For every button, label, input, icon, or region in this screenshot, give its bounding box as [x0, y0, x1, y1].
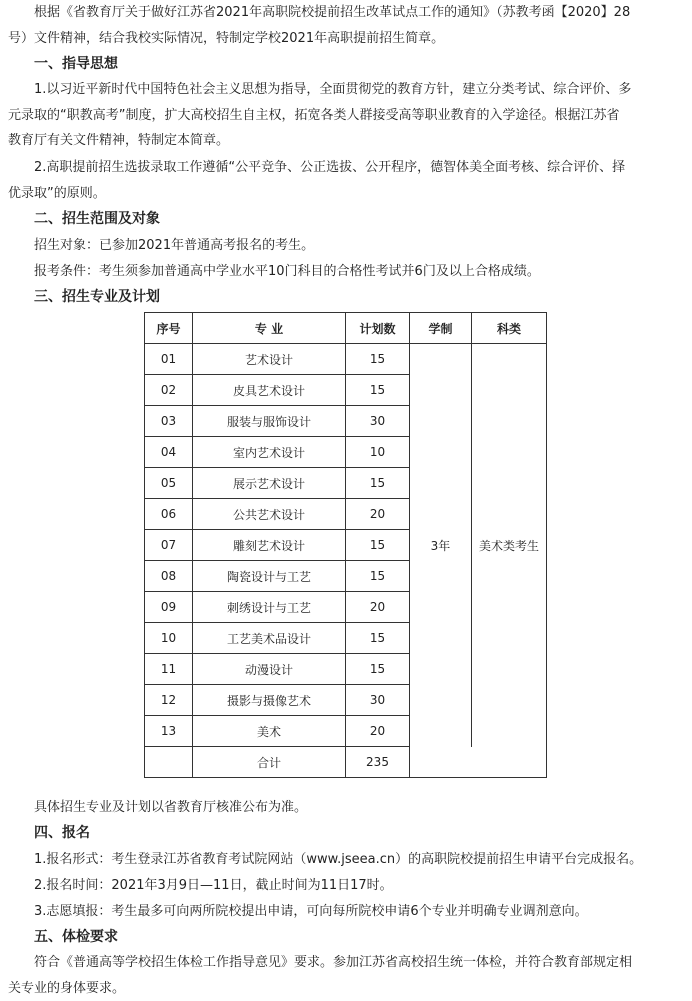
intro-line-2: 号）文件精神，结合我校实际情况，特制定学校2021年高职提前招生简章。	[8, 26, 684, 52]
cell-major: 工艺美术品设计	[193, 623, 346, 654]
cell-major: 动漫设计	[193, 654, 346, 685]
section-5-paragraph	[8, 950, 684, 1001]
cell-plan: 20	[346, 716, 410, 747]
cell-plan: 15	[346, 654, 410, 685]
header-category: 科类	[472, 313, 547, 344]
section-4-choice: 3.志愿填报：考生最多可向两所院校提出申请，可向每所院校申请6个专业并明确专业调剂意向。	[8, 899, 684, 925]
section-3-note: 具体招生专业及计划以省教育厅核准公布为准。	[8, 795, 684, 821]
cell-seq: 03	[145, 406, 193, 437]
enrollment-plan-table	[144, 312, 547, 778]
s1-p2-line-2: 优录取”的原则。	[8, 181, 684, 207]
cell-seq: 07	[145, 530, 193, 561]
cell-seq: 06	[145, 499, 193, 530]
cell-major: 室内艺术设计	[193, 437, 346, 468]
cell-plan: 30	[346, 685, 410, 716]
cell-seq: 08	[145, 561, 193, 592]
s1-p2-line-1: 2.高职提前招生选拔录取工作遵循“公平竞争、公正选拔、公开程序，德智体美全面考核、综合评价、择	[8, 155, 684, 181]
s1-p1-line-2: 元录取的“职教高考”制度，扩大高校招生自主权，拓宽各类人群接受高等职业教育的入学途径。根据江苏省	[8, 103, 684, 129]
cell-plan: 15	[346, 375, 410, 406]
section-1-paragraph-1	[8, 77, 684, 154]
section-5-title: 五、体检要求	[8, 925, 684, 951]
total-label: 合计	[193, 747, 346, 778]
header-duration: 学制	[410, 313, 472, 344]
header-major: 专 业	[193, 313, 346, 344]
cell-plan: 10	[346, 437, 410, 468]
cell-major: 雕刻艺术设计	[193, 530, 346, 561]
cell-plan: 15	[346, 468, 410, 499]
table-header-row	[145, 313, 547, 344]
cell-major: 皮具艺术设计	[193, 375, 346, 406]
section-1-title: 一、指导思想	[8, 52, 684, 78]
cell-category: 美术类考生	[472, 344, 547, 747]
table-row	[145, 344, 547, 375]
section-1-paragraph-2	[8, 155, 684, 206]
cell-seq: 04	[145, 437, 193, 468]
cell-major: 公共艺术设计	[193, 499, 346, 530]
cell-plan: 15	[346, 561, 410, 592]
cell-seq: 10	[145, 623, 193, 654]
cell-plan: 15	[346, 530, 410, 561]
cell-major: 美术	[193, 716, 346, 747]
section-4-title: 四、报名	[8, 821, 684, 847]
section-2-title: 二、招生范围及对象	[8, 207, 684, 233]
cell-major: 陶瓷设计与工艺	[193, 561, 346, 592]
intro-paragraph	[8, 0, 684, 51]
cell-major: 刺绣设计与工艺	[193, 592, 346, 623]
cell-plan: 20	[346, 592, 410, 623]
section-4-form: 1.报名形式：考生登录江苏省教育考试院网站（www.jseea.cn）的高职院校提前招生申请平台完成报名。	[8, 847, 684, 873]
cell-seq: 09	[145, 592, 193, 623]
s5-line-1: 符合《普通高等学校招生体检工作指导意见》要求。参加江苏省高校招生统一体检，并符合教育部规定相	[8, 950, 684, 976]
cell-seq: 05	[145, 468, 193, 499]
cell-plan: 15	[346, 623, 410, 654]
cell-seq: 13	[145, 716, 193, 747]
cell-seq: 01	[145, 344, 193, 375]
cell-plan: 30	[346, 406, 410, 437]
total-empty-cell	[145, 747, 193, 778]
s5-line-2: 关专业的身体要求。	[8, 976, 684, 1001]
cell-major: 艺术设计	[193, 344, 346, 375]
cell-major: 展示艺术设计	[193, 468, 346, 499]
total-value: 235	[346, 747, 410, 778]
cell-major: 服装与服饰设计	[193, 406, 346, 437]
total-blank-cell	[410, 747, 547, 778]
table-total-row	[145, 747, 547, 778]
cell-seq: 02	[145, 375, 193, 406]
header-plan: 计划数	[346, 313, 410, 344]
cell-major: 摄影与摄像艺术	[193, 685, 346, 716]
cell-seq: 11	[145, 654, 193, 685]
cell-seq: 12	[145, 685, 193, 716]
section-4-time: 2.报名时间：2021年3月9日—11日，截止时间为11日17时。	[8, 873, 684, 899]
header-seq: 序号	[145, 313, 193, 344]
s1-p1-line-1: 1.以习近平新时代中国特色社会主义思想为指导，全面贯彻党的教育方针，建立分类考试、综合评价、多	[8, 77, 684, 103]
intro-line-1: 根据《省教育厅关于做好江苏省2021年高职院校提前招生改革试点工作的通知》（苏教考函【2020】28	[8, 0, 684, 26]
s1-p1-line-3: 教育厅有关文件精神，特制定本简章。	[8, 128, 684, 154]
cell-plan: 15	[346, 344, 410, 375]
cell-plan: 20	[346, 499, 410, 530]
section-3-title: 三、招生专业及计划	[8, 285, 684, 311]
section-2-conditions: 报考条件：考生须参加普通高中学业水平10门科目的合格性考试并6门及以上合格成绩。	[8, 259, 684, 285]
section-2-target: 招生对象：已参加2021年普通高考报名的考生。	[8, 233, 684, 259]
cell-duration: 3年	[410, 344, 472, 747]
